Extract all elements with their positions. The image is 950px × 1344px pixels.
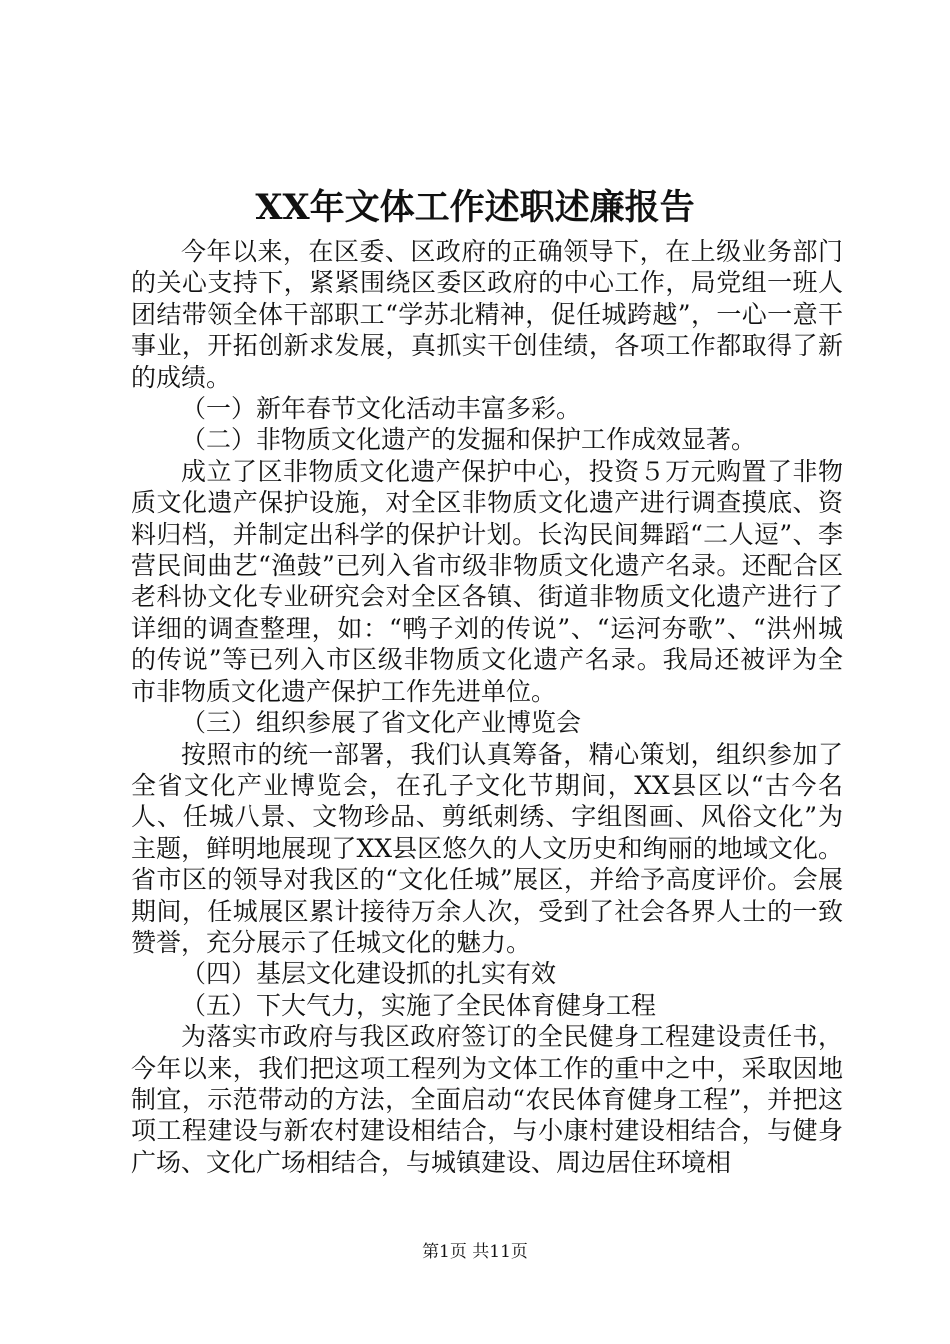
section-heading-1: （一）新年春节文化活动丰富多彩。 xyxy=(181,394,582,424)
page-footer: 第1页 共11页 xyxy=(422,1242,528,1262)
section-heading-4: （四）基层文化建设抓的扎实有效 xyxy=(181,959,557,989)
paragraph-expo: 按照市的统一部署，我们认真筹备，精心策划，组织参加了全省文化产业博览会，在孔子文化节期间，XX县区以“古今名人、任城八景、文物珍品、剪纸刺绣、字组图画、风俗文化”为主题，鲜明地展现了XX县区悠久的人文历史和绚丽的地域文化。省市区的领导对我区的“文化任城”展区，并给予高度评价。会展期间，任城展区累计接待万余人次，受到了社会各界人士的一致赞誉，充分展示了任城文化的魅力。 xyxy=(131,739,843,957)
section-heading-2: （二）非物质文化遗产的发掘和保护工作成效显著。 xyxy=(181,425,757,455)
paragraph-intro: 今年以来，在区委、区政府的正确领导下，在上级业务部门的关心支持下，紧紧围绕区委区政府的中心工作，局党组一班人团结带领全体干部职工“学苏北精神，促任城跨越”，一心一意干事业，开拓创新求发展，真抓实干创佳绩，各项工作都取得了新的成绩。 xyxy=(131,237,843,392)
paragraph-fitness: 为落实市政府与我区政府签订的全民健身工程建设责任书，今年以来，我们把这项工程列为文体工作的重中之中，采取因地制宜，示范带动的方法，全面启动“农民体育健身工程”，并把这项工程建设与新农村建设相结合，与小康村建设相结合，与健身广场、文化广场相结合，与城镇建设、周边居住环境相 xyxy=(131,1022,843,1177)
section-heading-5: （五）下大气力，实施了全民体育健身工程 xyxy=(181,990,657,1020)
section-heading-3: （三）组织参展了省文化产业博览会 xyxy=(181,708,582,738)
paragraph-heritage: 成立了区非物质文化遗产保护中心，投资５万元购置了非物质文化遗产保护设施，对全区非物质文化遗产进行调查摸底、资料归档，并制定出科学的保护计划。长沟民间舞蹈“二人逗”、李营民间曲艺“渔鼓”已列入省市级非物质文化遗产名录。还配合区老科协文化专业研究会对全区各镇、街道非物质文化遗产进行了详细的调查整理，如：“鸭子刘的传说”、“运河夯歌”、“洪州城的传说”等已列入市区级非物质文化遗产名录。我局还被评为全市非物质文化遗产保护工作先进单位。 xyxy=(131,456,843,706)
document-title: XX年文体工作述职述廉报告 xyxy=(255,187,695,228)
document-body xyxy=(131,236,843,1178)
